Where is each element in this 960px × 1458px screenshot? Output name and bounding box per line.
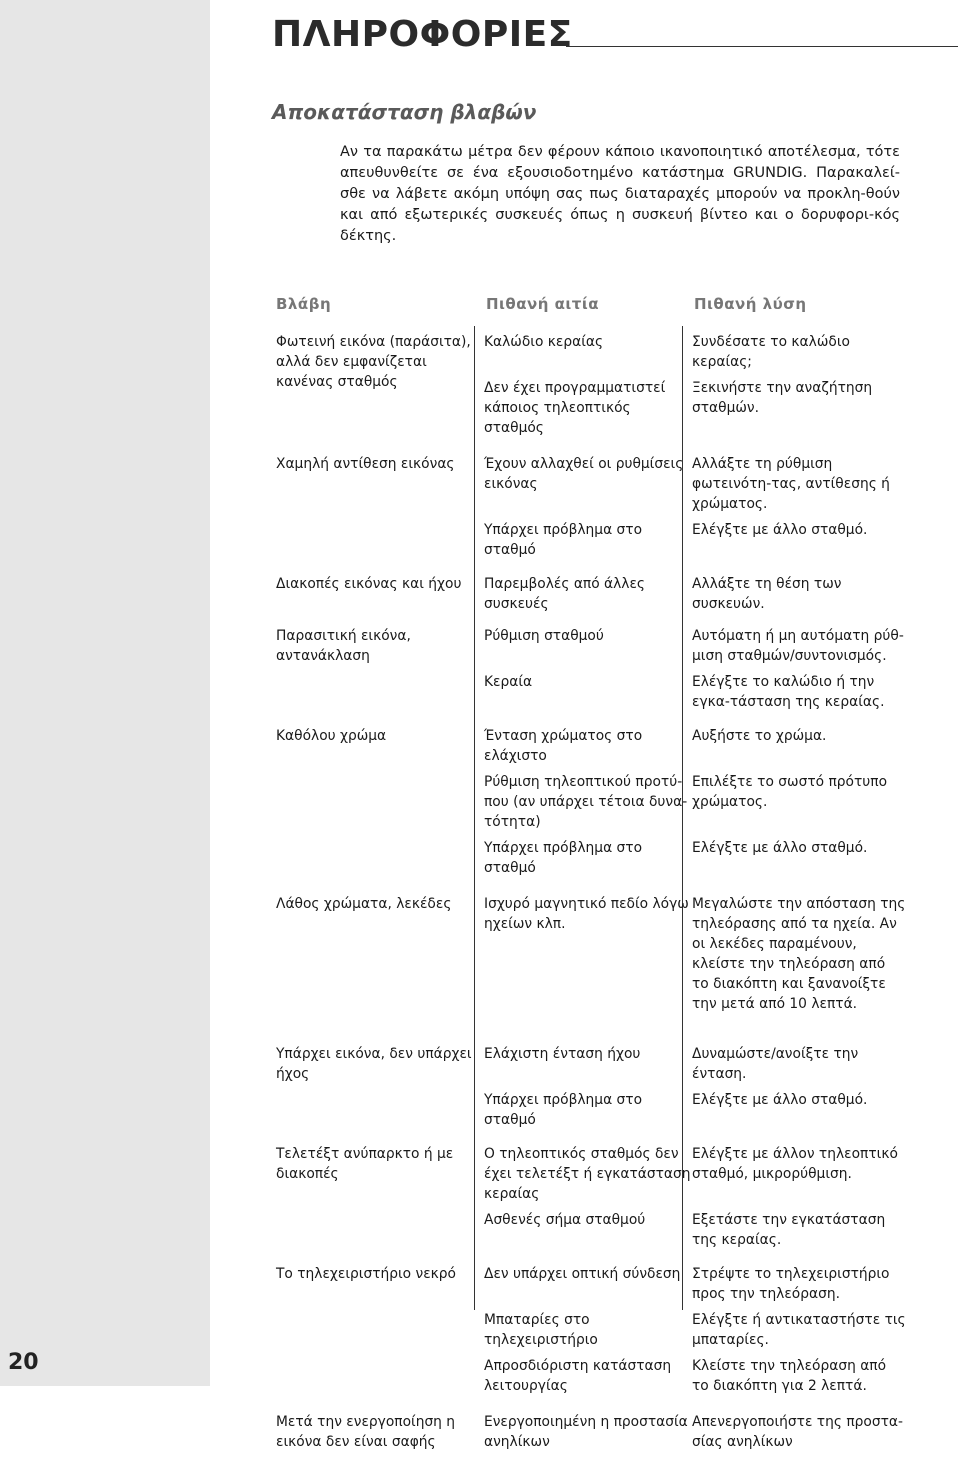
cause-cell: Δεν έχει προγραμματιστεί κάποιος τηλεοπτικός σταθμός bbox=[484, 380, 666, 436]
cause-cell: Καλώδιο κεραίας bbox=[484, 334, 604, 350]
section-subtitle: Αποκατάσταση βλαβών bbox=[272, 100, 537, 124]
fault-cell: Λάθος χρώματα, λεκέδες bbox=[276, 896, 452, 912]
cause-cell: Ισχυρό μαγνητικό πεδίο λόγω ηχείων κλπ. bbox=[484, 896, 689, 932]
fault-group bbox=[276, 1044, 906, 1136]
table-row bbox=[484, 574, 906, 614]
remedy-cell: Στρέψτε το τηλεχειριστήριο προς την τηλεόραση. bbox=[692, 1266, 890, 1302]
remedy-cell: Αλλάξτε τη θέση των συσκευών. bbox=[692, 576, 842, 612]
remedy-cell: Αλλάξτε τη ρύθμιση φωτεινότη-τας, αντίθεσης ή χρώματος. bbox=[692, 456, 890, 512]
cause-remedy-rows bbox=[484, 332, 906, 444]
remedy-cell: Επιλέξτε το σωστό πρότυπο χρώματος. bbox=[692, 774, 888, 810]
table-row bbox=[484, 332, 906, 372]
fault-cell: Καθόλου χρώμα bbox=[276, 728, 387, 744]
header-fault: Βλάβη bbox=[276, 295, 332, 313]
remedy-cell: Ελέγξτε με άλλον τηλεοπτικό σταθμό, μικρορύθμιση. bbox=[692, 1146, 898, 1182]
header-cause: Πιθανή αιτία bbox=[486, 295, 599, 313]
cause-cell: Υπάρχει πρόβλημα στο σταθμό bbox=[484, 1092, 643, 1128]
header-remedy: Πιθανή λύση bbox=[694, 295, 807, 313]
remedy-cell: Ελέγξτε το καλώδιο ή την εγκα-τάσταση της κεραίας. bbox=[692, 674, 885, 710]
fault-group bbox=[276, 574, 906, 620]
page-number: 20 bbox=[8, 1350, 39, 1375]
table-row bbox=[484, 520, 906, 560]
cause-cell: Ενεργοποιημένη η προστασία ανηλίκων bbox=[484, 1414, 688, 1450]
cause-cell: Ο τηλεοπτικός σταθμός δεν έχει τελετέξτ ή εγκατάσταση κεραίας bbox=[484, 1146, 691, 1202]
table-row bbox=[484, 454, 906, 514]
remedy-cell: Εξετάστε την εγκατάσταση της κεραίας. bbox=[692, 1212, 886, 1248]
cause-cell: Έχουν αλλαχθεί οι ρυθμίσεις εικόνας bbox=[484, 456, 684, 492]
cause-remedy-rows bbox=[484, 1412, 906, 1458]
table-row bbox=[484, 1044, 906, 1084]
fault-cell: Χαμηλή αντίθεση εικόνας bbox=[276, 456, 455, 472]
cause-remedy-rows bbox=[484, 1044, 906, 1136]
table-row bbox=[484, 378, 906, 438]
fault-cell: Φωτεινή εικόνα (παράσιτα), αλλά δεν εμφανίζεται κανένας σταθμός bbox=[276, 334, 471, 390]
cause-cell: Μπαταρίες στο τηλεχειριστήριο bbox=[484, 1312, 598, 1348]
remedy-cell: Μεγαλώστε την απόσταση της τηλεόρασης από τα ηχεία. Αν οι λεκέδες παραμένουν, κλείστε την τηλεόραση από το διακόπτη και ξανανοίξτε την μετά από 10 λεπτά. bbox=[692, 896, 906, 1012]
fault-group bbox=[276, 454, 906, 566]
fault-cell: Μετά την ενεργοποίηση η εικόνα δεν είναι σαφής bbox=[276, 1414, 456, 1450]
table-row bbox=[484, 838, 906, 878]
cause-remedy-rows bbox=[484, 726, 906, 884]
table-row bbox=[484, 1412, 906, 1452]
cause-cell: Παρεμβολές από άλλες συσκευές bbox=[484, 576, 646, 612]
cause-remedy-rows bbox=[484, 894, 906, 1020]
remedy-cell: Ελέγξτε με άλλο σταθμό. bbox=[692, 840, 868, 856]
fault-group bbox=[276, 1144, 906, 1256]
cause-remedy-rows bbox=[484, 454, 906, 566]
cause-cell: Υπάρχει πρόβλημα στο σταθμό bbox=[484, 840, 643, 876]
cause-remedy-rows bbox=[484, 1144, 906, 1256]
intro-paragraph: Αν τα παρακάτω μέτρα δεν φέρουν κάποιο ικανοποιητικό αποτέλεσμα, τότε απευθυνθείτε σε ένα εξουσιοδοτημένο κατάστημα GRUNDIG. Παρακαλεί-σθε να λάβετε ακόμη υπόψη σας πως διαταραχές μπορούν να προκλη-θούν και από εξωτερικές συσκευές όπως η συσκευή βίντεο και ο δορυφορι-κός δέκτης. bbox=[340, 144, 900, 244]
fault-group bbox=[276, 332, 906, 444]
table-row bbox=[484, 672, 906, 712]
table-row bbox=[484, 1090, 906, 1130]
fault-cell: Υπάρχει εικόνα, δεν υπάρχει ήχος bbox=[276, 1046, 472, 1082]
remedy-cell: Ξεκινήστε την αναζήτηση σταθμών. bbox=[692, 380, 873, 416]
remedy-cell: Συνδέσατε το καλώδιο κεραίας; bbox=[692, 334, 850, 370]
remedy-cell: Κλείστε την τηλεόραση από το διακόπτη για 2 λεπτά. bbox=[692, 1358, 887, 1394]
remedy-cell: Ελέγξτε με άλλο σταθμό. bbox=[692, 1092, 868, 1108]
fault-cell: Παρασιτική εικόνα, αντανάκλαση bbox=[276, 628, 411, 664]
fault-cell: Διακοπές εικόνας και ήχου bbox=[276, 576, 462, 592]
remedy-cell: Ελέγξτε ή αντικαταστήστε τις μπαταρίες. bbox=[692, 1312, 906, 1348]
page-sidebar bbox=[0, 0, 210, 1386]
fault-group bbox=[276, 1412, 906, 1458]
table-row bbox=[484, 726, 906, 766]
cause-remedy-rows bbox=[484, 574, 906, 620]
page-title: ΠΛΗΡΟΦΟΡΙΕΣ bbox=[272, 14, 573, 55]
cause-cell: Ρύθμιση σταθμού bbox=[484, 628, 604, 644]
cause-cell: Ρύθμιση τηλεοπτικού προτύ-που (αν υπάρχει τέτοια δυνα-τότητα) bbox=[484, 774, 688, 830]
table-row bbox=[484, 626, 906, 666]
fault-cell: Τελετέξτ ανύπαρκτο ή με διακοπές bbox=[276, 1146, 454, 1182]
fault-group bbox=[276, 894, 906, 1020]
remedy-cell: Αυξήστε το χρώμα. bbox=[692, 728, 827, 744]
table-row bbox=[484, 1310, 906, 1350]
cause-cell: Ένταση χρώματος στο ελάχιστο bbox=[484, 728, 643, 764]
cause-remedy-rows bbox=[484, 626, 906, 718]
cause-cell: Απροσδιόριστη κατάσταση λειτουργίας bbox=[484, 1358, 672, 1394]
remedy-cell: Ελέγξτε με άλλο σταθμό. bbox=[692, 522, 868, 538]
table-row bbox=[484, 1144, 906, 1204]
table-row bbox=[484, 1210, 906, 1250]
cause-cell: Υπάρχει πρόβλημα στο σταθμό bbox=[484, 522, 643, 558]
cause-remedy-rows bbox=[484, 1264, 906, 1402]
table-row bbox=[484, 1264, 906, 1304]
table-header bbox=[276, 294, 906, 318]
cause-cell: Ελάχιστη ένταση ήχου bbox=[484, 1046, 641, 1062]
remedy-cell: Αυτόματη ή μη αυτόματη ρύθ-μιση σταθμών/συντονισμός. bbox=[692, 628, 904, 664]
fault-group bbox=[276, 1264, 906, 1402]
troubleshooting-table bbox=[276, 294, 906, 1458]
table-row bbox=[484, 772, 906, 832]
fault-group bbox=[276, 626, 906, 718]
cause-cell: Ασθενές σήμα σταθμού bbox=[484, 1212, 646, 1228]
fault-group bbox=[276, 726, 906, 884]
table-row bbox=[484, 894, 906, 1014]
fault-cell: Το τηλεχειριστήριο νεκρό bbox=[276, 1266, 456, 1282]
table-row bbox=[484, 1356, 906, 1396]
title-rule bbox=[566, 46, 958, 47]
cause-cell: Δεν υπάρχει οπτική σύνδεση bbox=[484, 1266, 681, 1282]
cause-cell: Κεραία bbox=[484, 674, 533, 690]
remedy-cell: Δυναμώστε/ανοίξτε την ένταση. bbox=[692, 1046, 859, 1082]
table-body bbox=[276, 332, 906, 1458]
remedy-cell: Απενεργοποιήστε της προστα-σίας ανηλίκων bbox=[692, 1414, 903, 1450]
